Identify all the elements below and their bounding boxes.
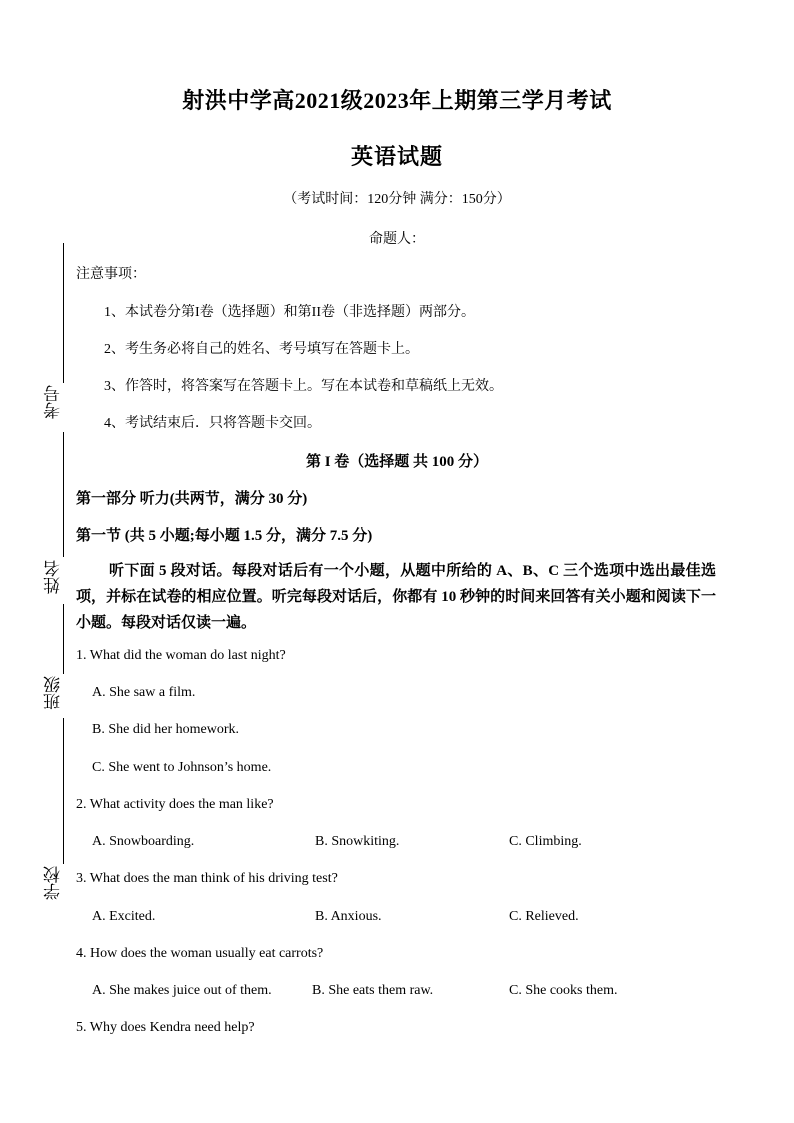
question-stem: 4. How does the woman usually eat carrots?	[76, 946, 324, 961]
sidebar-label-name: 姓名	[44, 560, 64, 594]
binding-line	[63, 243, 64, 383]
note-item: 4、考试结束后．只将答题卡交回。	[104, 416, 321, 431]
note-item: 1、本试卷分第I卷（选择题）和第II卷（非选择题）两部分。	[104, 305, 475, 320]
binding-line	[63, 604, 64, 674]
exam-title: 射洪中学高2021级2023年上期第三学月考试	[182, 88, 612, 113]
question-option: A. Excited.	[92, 909, 156, 924]
question-stem: 1. What did the woman do last night?	[76, 648, 286, 663]
question-option: C. Climbing.	[509, 834, 582, 849]
sidebar-label-exam-number: 考号	[44, 385, 64, 419]
sidebar-label-school: 学校	[44, 866, 64, 900]
instruction-paragraph: 听下面 5 段对话。每段对话后有一个小题，从题中所给的 A、B、C 三个选项中选出最佳选项，并标在试卷的相应位置。听完每段对话后，你都有 10 秒钟的时间来回答有关小题和阅读下一小题。每段对话仅读一遍。	[76, 563, 716, 631]
question-option: B. Snowkiting.	[315, 834, 400, 849]
question-option: C. Relieved.	[509, 909, 579, 924]
question-option: C. She went to Johnson’s home.	[92, 760, 272, 775]
question-option: B. Anxious.	[315, 909, 382, 924]
binding-line	[63, 718, 64, 864]
volume-heading: 第 I 卷（选择题 共 100 分）	[305, 454, 489, 470]
question-option: B. She did her homework.	[92, 722, 239, 737]
question-option: A. She saw a film.	[92, 685, 196, 700]
notes-heading: 注意事项：	[76, 267, 146, 282]
question-stem: 5. Why does Kendra need help?	[76, 1020, 255, 1035]
note-item: 3、作答时，将答案写在答题卡上。写在本试卷和草稿纸上无效。	[104, 379, 503, 394]
question-setter: 命题人：	[369, 232, 425, 247]
question-stem: 2. What activity does the man like?	[76, 797, 274, 812]
question-option: C. She cooks them.	[509, 983, 618, 998]
note-item: 2、考生务必将自己的姓名、考号填写在答题卡上。	[104, 342, 419, 357]
question-stem: 3. What does the man think of his driving test?	[76, 871, 338, 886]
exam-time-info: （考试时间：120分钟 满分：150分）	[283, 192, 511, 207]
question-option: B. She eats them raw.	[312, 983, 434, 998]
subpart-heading: 第一节 (共 5 小题;每小题 1.5 分，满分 7.5 分)	[76, 528, 373, 544]
sidebar-label-class: 班级	[44, 676, 64, 710]
question-option: A. She makes juice out of them.	[92, 983, 272, 998]
part-heading: 第一部分 听力(共两节，满分 30 分)	[76, 491, 308, 507]
question-option: A. Snowboarding.	[92, 834, 195, 849]
exam-subtitle: 英语试题	[350, 144, 443, 169]
